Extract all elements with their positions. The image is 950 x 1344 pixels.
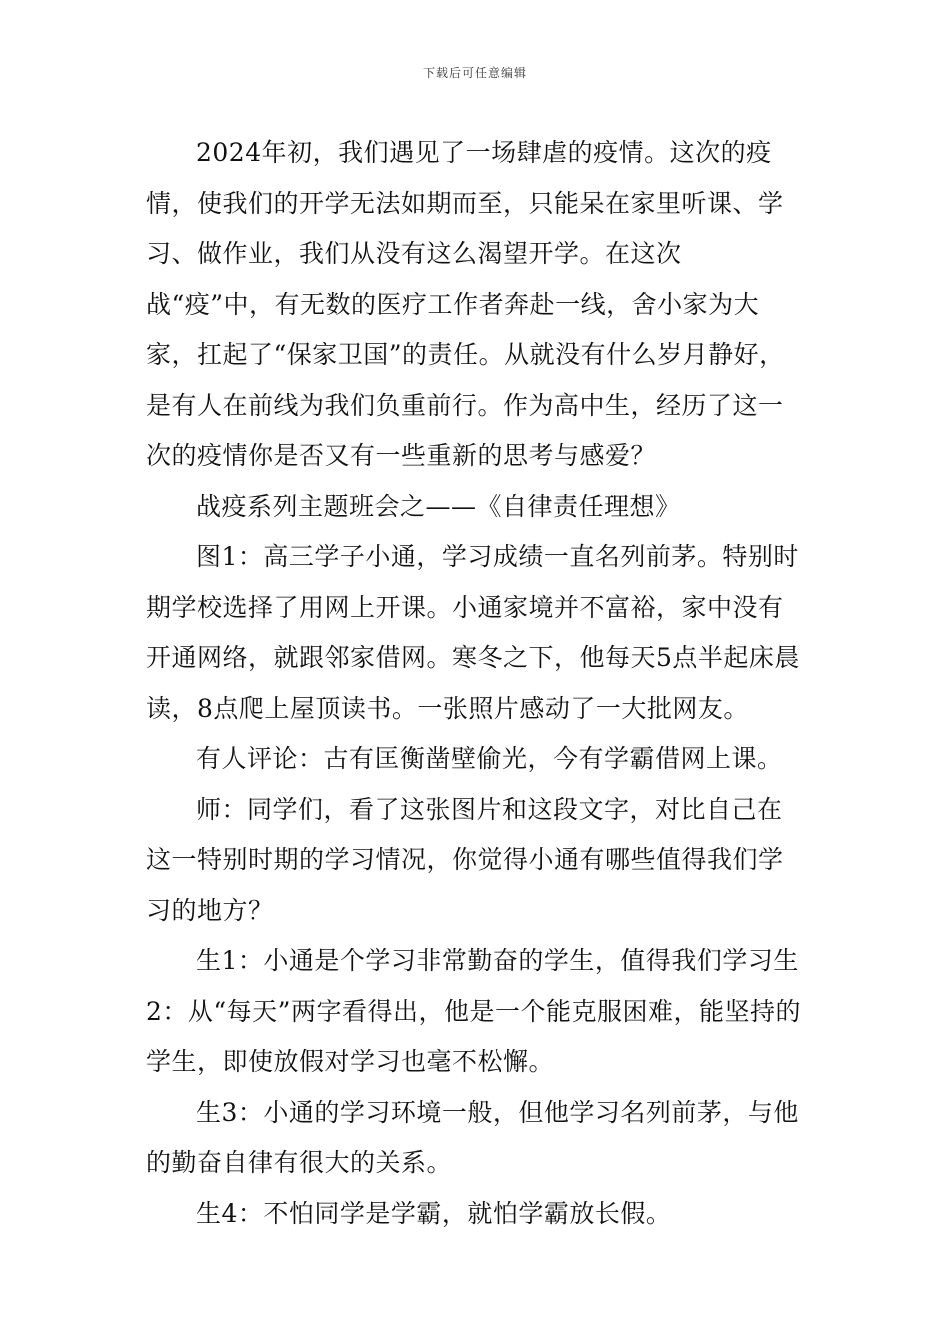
page-header-note: 下载后可任意编辑	[422, 66, 527, 80]
paragraph-teacher-question: 师：同学们，看了这张图片和这段文字，对比自己在这一特别时期的学习情况，你觉得小通有哪些值得我们学习的地方？	[146, 794, 784, 925]
document-body	[146, 128, 806, 1239]
paragraph-comment: 有人评论：古有匡衡凿壁偷光，今有学霸借网上课。	[196, 744, 783, 773]
paragraph-student-4: 生4：不怕同学是学霸，就怕学霸放长假。	[196, 1198, 672, 1228]
paragraph-class-meeting-title: 战疫系列主题班会之——《自律责任理想》	[196, 491, 681, 521]
paragraph-student-3: 生3：小通的学习环境一般，但他学习名列前茅，与他的勤奋自律有很大的关系。	[146, 1097, 799, 1177]
paragraph-student-1-2: 生1：小通是个学习非常勤奋的学生，值得我们学习生2：从“每天”两字看得出，他是一个能克服困难，能坚持的学生，即使放假对学习也毫不松懈。	[146, 946, 801, 1076]
paragraph-intro: 2024年初，我们遇见了一场肆虐的疫情。这次的疫情，使我们的开学无法如期而至，只能呆在家里听课、学习、做作业，我们从没有这么渴望开学。在这次战“疫”中，有无数的医疗工作者奔赴一线，舍小家为大家，扛起了“保家卫国”的责任。从就没有什么岁月静好，是有人在前线为我们负重前行。作为高中生，经历了这一次的疫情你是否又有一些重新的思考与感爱？	[146, 138, 785, 470]
paragraph-figure-1: 图1：高三学子小通，学习成绩一直名列前茅。特别时期学校选择了用网上开课。小通家境并不富裕，家中没有开通网络，就跟邻家借网。寒冬之下，他每天5点半起床晨读，8点爬上屋顶读书。一张照片感动了一大批网友。	[146, 542, 800, 723]
